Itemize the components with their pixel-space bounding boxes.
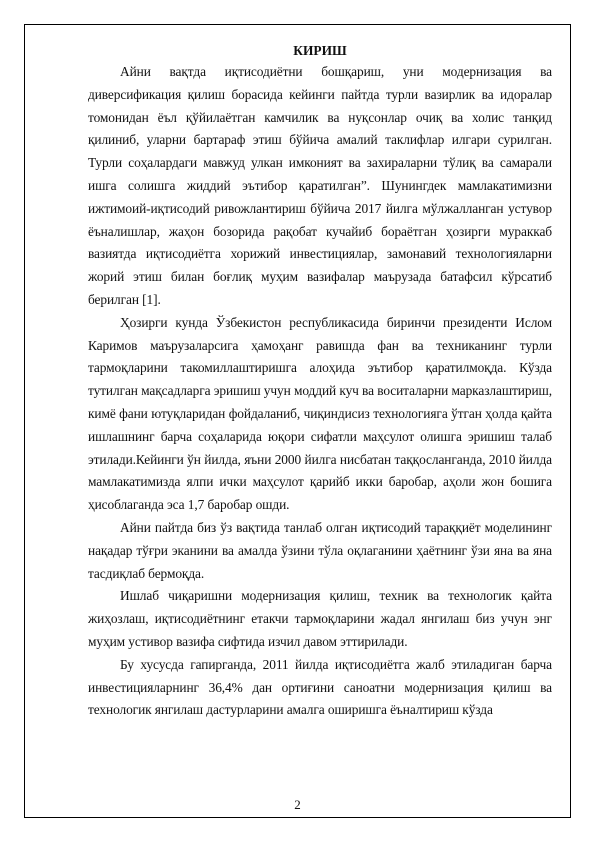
paragraph: Ҳозирги кунда Ўзбекистон республикасида биринчи президенти Ислом Каримов маърузаларсига ҳамоҳанг равишда фан ва техниканинг турли тармоқларини такомиллаштиришга алоҳида эътибор қаратилмоқда. Кўзда тутилган мақсадларга эришиш учун моддий куч ва воситаларни марказлаштириш, кимё фани ютуқларидан фойдаланиб, чиқиндисиз технологияга ўтган ҳолда қайта ишлашнинг барча соҳаларида юқори сифатли маҳсулот олишга эришиш талаб этилади.Кейинги ўн йилда, яъни 2000 йилга нисбатан таққосланганда, 2010 йилда мамлакатимизда ялпи ички маҳсулот қарийб икки баробар, аҳоли жон бошига ҳисоблаганда эса 1,7 баробар ошди. <box>88 314 552 513</box>
paragraph: Ишлаб чиқаришни модернизация қилиш, техник ва технологик қайта жиҳозлаш, иқтисодиётнинг етакчи тармоқларини жадал янгилаш биз учун энг муҳим устивор вазифа сифтида изчил давом эттирилади. <box>88 588 552 649</box>
paragraph: Айни пайтда биз ўз вақтида танлаб олган иқтисодий тараққиёт моделининг нақадар тўғри эканини ва амалда ўзини тўла оқлаганини ҳаётнинг ўзи яна ва яна тасдиқлаб бермоқда. <box>88 519 552 581</box>
section-title: КИРИШ <box>293 43 347 58</box>
page-number: 2 <box>294 797 301 812</box>
document-body <box>88 41 552 722</box>
paragraph: Айни вақтда иқтисодиётни бошқариш, уни модернизация ва диверсификация қилиш борасида кейинги пайтда турли вазирлик ва идоралар томонидан ёъл қўйилаётган камчилик ва нуқсонлар очиқ ва холис танқид қилиниб, уларни бартараф этиш бўйича амалий таклифлар илгари сурилган. Турли соҳалардаги мавжуд улкан имконият ва захираларни тўлиқ ва самарали ишга солишга жиддий эътибор қаратилган”. Шунингдек мамлакатимизни ижтимоий-иқтисодий ривожлантириш бўйича 2017 йилга мўлжалланган устувор ёъналишлар, жаҳон бозорида рақобат кучайиб бораётган ҳозирги мураккаб вазиятда иқтисодиётга хорижий инвестициялар, замонавий технологияларни жорий этиш билан боғлиқ муҳим вазифалар маърузада батафсил кўрсатиб берилган [1]. <box>88 64 552 307</box>
paragraph: Бу хусусда гапирганда, 2011 йилда иқтисодиётга жалб этиладиган барча инвестицияларнинг 36,4% дан ортиғини саноатни модернизация қилиш ва технологик янгилаш дастурларини амалга оширишга ёъналтириш кўзда <box>88 656 552 718</box>
